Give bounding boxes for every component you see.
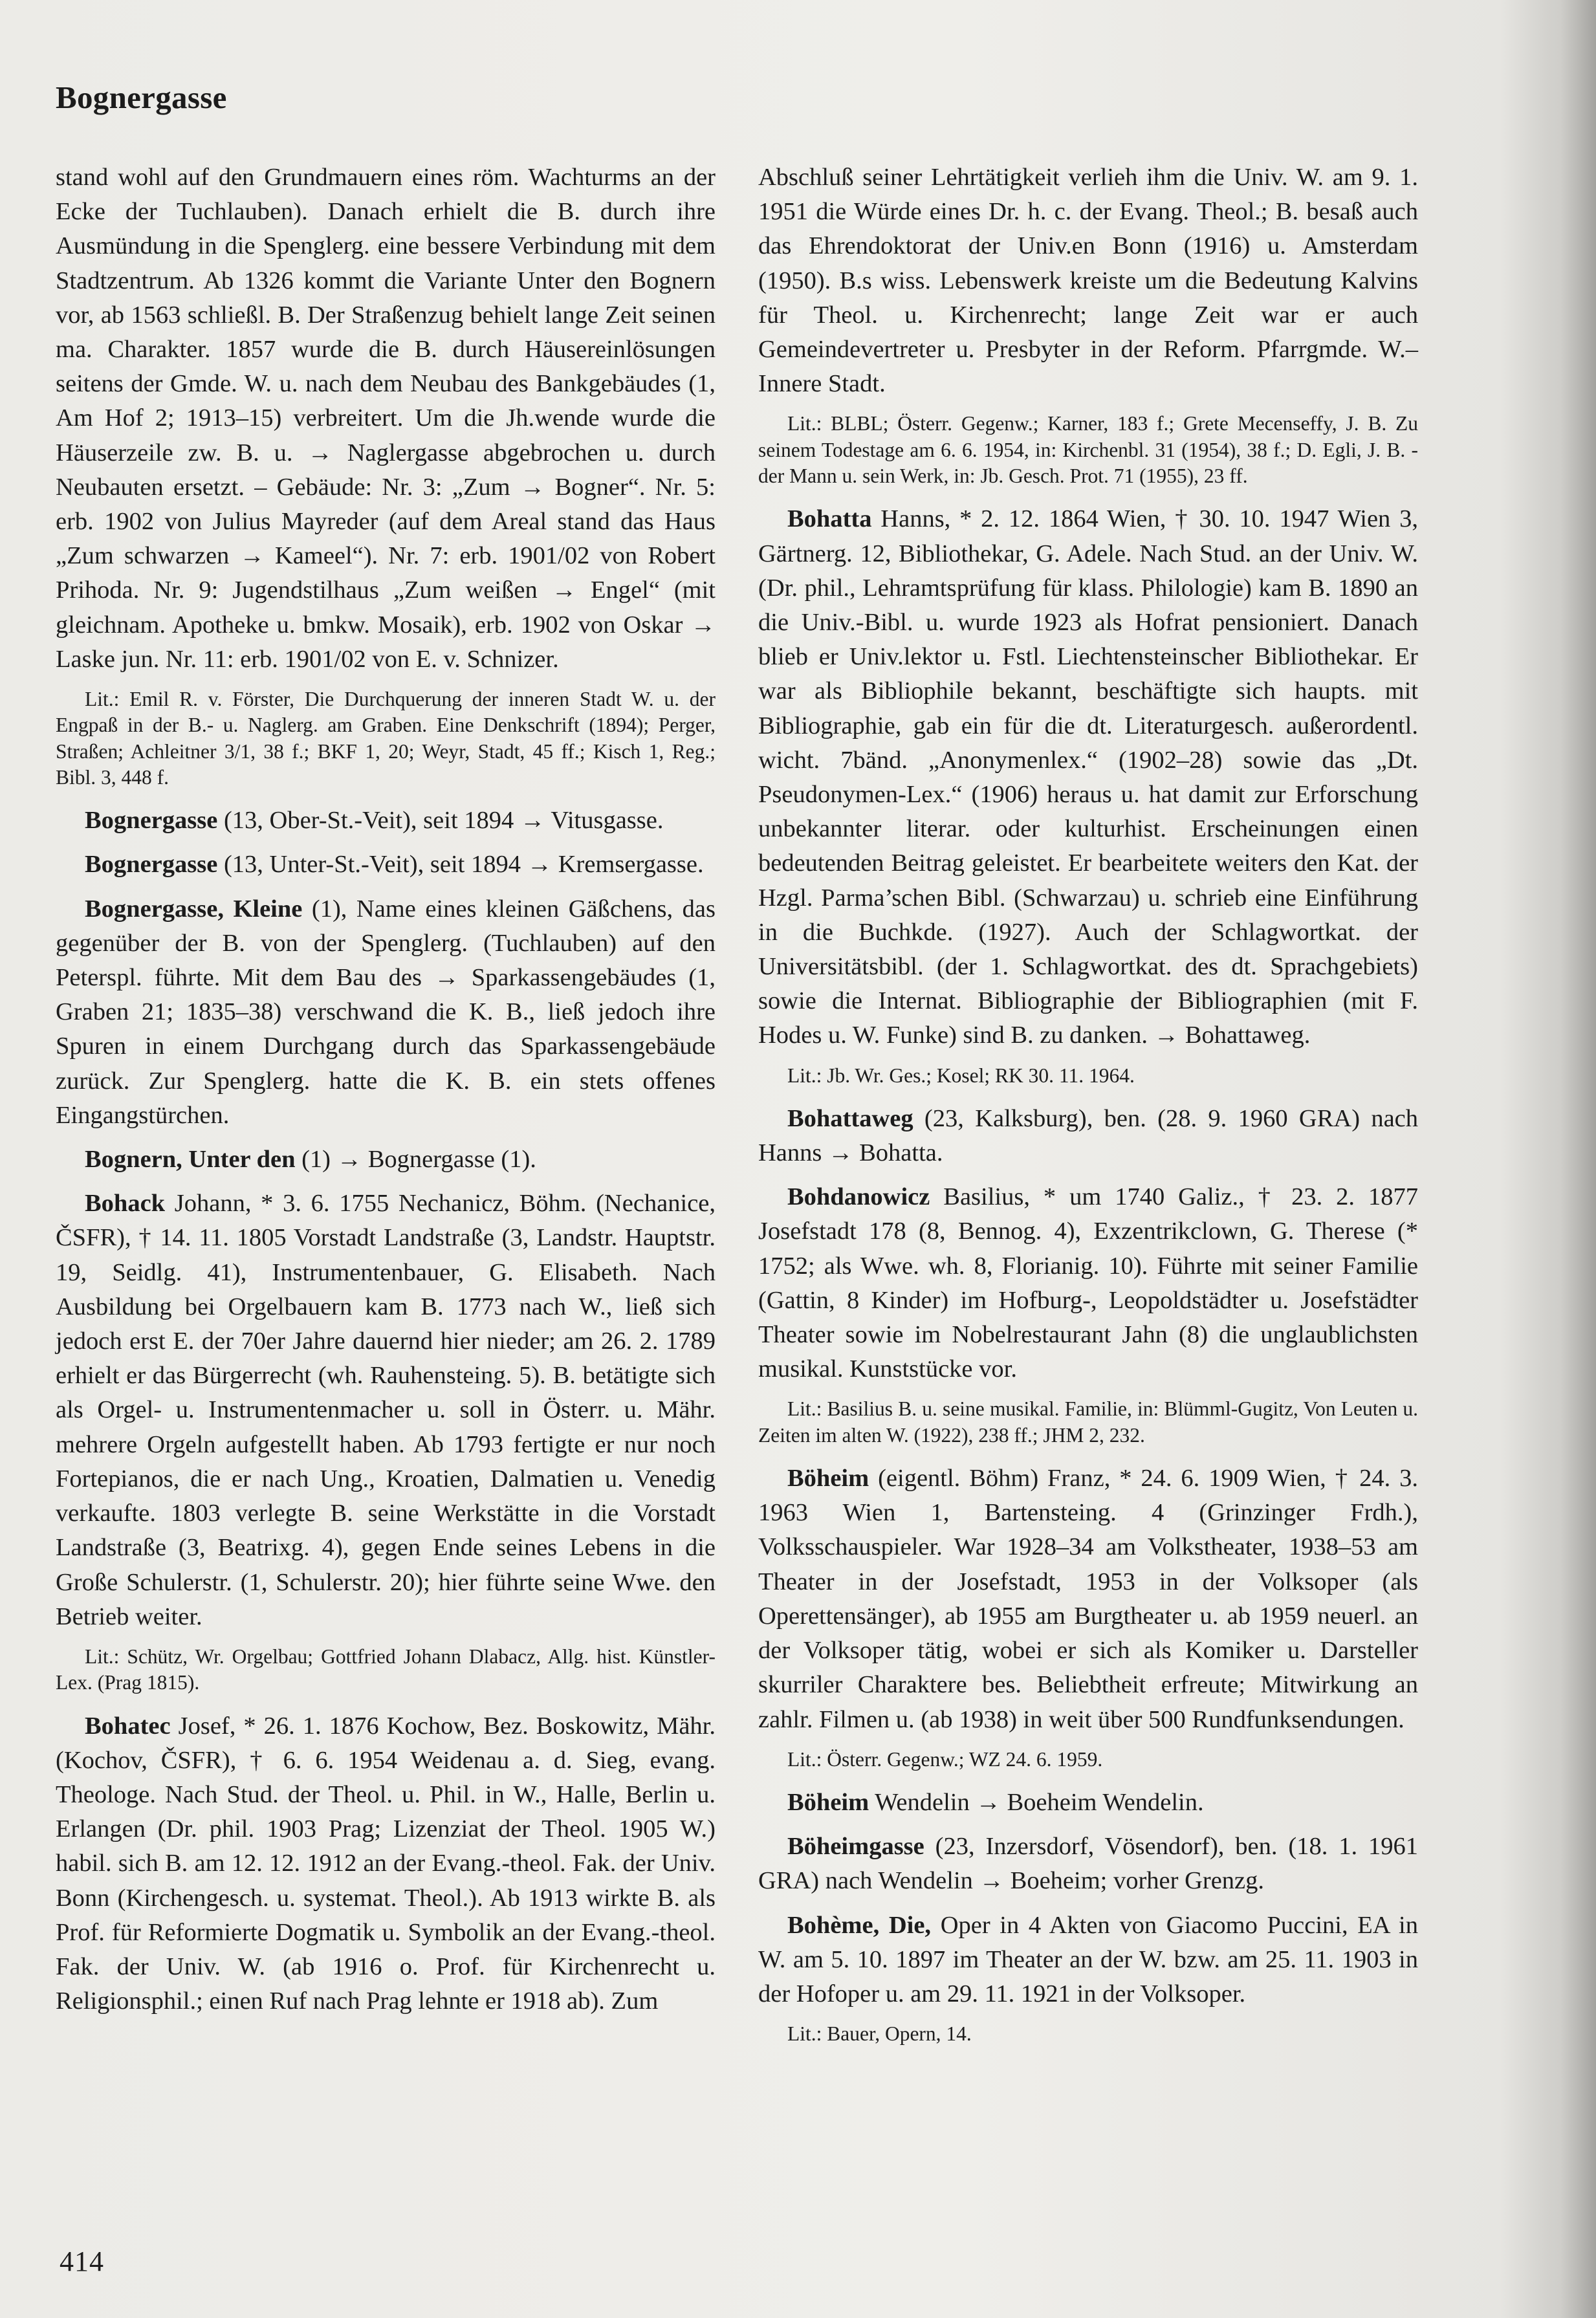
entry-headword: Bognern, Unter den (85, 1146, 296, 1174)
entry-body: Hanns, * 2. 12. 1864 Wien, † 30. 10. 1947 Wien 3, Gärtnerg. 12, Bibliothekar, G. Adele. Nach Stud. an der Univ. W. (Dr. phil., Lehramtsprüfung für klass. Philologie) kam B. 1890 an die Univ.-Bibl. u. wurde 1923 als Hofrat pensioniert. Danach blieb er Univ.lektor u. Fstl. Liechtensteinscher Bibliothekar. Er war als Bibliophile bekannt, beschäftigte sich haupts. mit Bibliographie, gab ein für die dt. Literaturgesch. außerordentl. wicht. 7bänd. „Anonymenlex.“ (1902–28) sowie das „Dt. Pseudonymen-Lex.“ (1906) heraus u. hat damit zur Erforschung unbekannter literar. oder kulturhist. Erscheinungen einen bedeutenden Beitrag geleistet. Er bearbeitete weiters den Kat. der Hzgl. Parma’schen Bibl. (Schwarzau) u. schrieb eine Einführung in die Buchkde. (1927). Auch der Schlagwortkat. der Universitätsbibl. (der 1. Schlagwortkat. des dt. Sprachgebiets) sowie die Internat. Bibliographie der Bibliographien (mit F. Hodes u. W. Funke) sind B. zu danken. → Bohattaweg. (758, 505, 1418, 1049)
literature-text: Lit.: Österr. Gegenw.; WZ 24. 6. 1959. (787, 1747, 1103, 1771)
dictionary-entry (56, 1143, 716, 1177)
dictionary-entry (758, 1786, 1418, 1820)
entry-headword: Bognergasse (85, 807, 218, 835)
entry-headword: Böheim (787, 1789, 869, 1816)
entry-body: Abschluß seiner Lehrtätigkeit verlieh ihm die Univ. W. am 9. 1. 1951 die Würde eines Dr. h. c. der Evang. Theol.; B. besaß auch das Ehrendoktorat der Univ.en Bonn (1916) u. Amsterdam (1950). B.s wiss. Lebenswerk kreiste um die Bedeutung Kalvins für Theol. u. Kirchenrecht; lange Zeit war er auch Gemeindevertreter u. Presbyter in der Reform. Pfarrgmde. W.–Innere Stadt. (758, 164, 1418, 398)
entry-headword: Böheimgasse (787, 1833, 924, 1861)
entry-continuation (758, 160, 1418, 401)
dictionary-entry (56, 847, 716, 882)
literature-note (758, 1396, 1418, 1449)
literature-text: Lit.: Emil R. v. Förster, Die Durchquerung der inneren Stadt W. u. der Engpaß in der B.- u. Naglerg. am Graben. Eine Denkschrift (1894); Perger, Straßen; Achleitner 3/1, 38 f.; BKF 1, 20; Weyr, Stadt, 45 ff.; Kisch 1, Reg.; Bibl. 3, 448 f. (56, 688, 716, 789)
entry-body: Josef, * 26. 1. 1876 Kochow, Bez. Boskowitz, Mähr. (Kochov, ČSFR), † 6. 6. 1954 Weidenau a. d. Sieg, evang. Theologe. Nach Stud. der Theol. u. Phil. in W., Halle, Berlin u. Erlangen (Dr. phil. 1903 Prag; Lizenziat der Theol. 1905 W.) habil. sich B. am 12. 12. 1912 an der Evang.-theol. Fak. der Univ. Bonn (Kirchengesch. u. systemat. Theol.). Ab 1913 wirkte B. als Prof. für Reformierte Dogmatik u. Symbolik an der Evang.-theol. Fak. der Univ. W. (ab 1916 o. Prof. für Kirchenrecht u. Religionsphil.; einen Ruf nach Prag lehnte er 1918 ab). Zum (56, 1712, 716, 2015)
literature-note (758, 2021, 1418, 2047)
dictionary-entry (758, 1830, 1418, 1898)
entry-body: (13, Ober-St.-Veit), seit 1894 → Vitusgasse. (217, 807, 664, 835)
entry-body: Oper in 4 Akten von Giacomo Puccini, EA in W. am 5. 10. 1897 im Theater an der W. bzw. am 25. 11. 1903 in der Hofoper u. am 29. 11. 1921 in der Volksoper. (758, 1911, 1418, 2008)
literature-note (56, 686, 716, 791)
entry-headword: Bohatec (85, 1712, 171, 1740)
entry-body: (23, Inzersdorf, Vösendorf), ben. (18. 1. 1961 GRA) nach Wendelin → Boeheim; vorher Grenzg. (758, 1833, 1418, 1895)
entry-body: stand wohl auf den Grundmauern eines röm. Wachturms an der Ecke der Tuchlauben). Danach erhielt die B. durch ihre Ausmündung in die Spenglerg. eine bessere Verbindung mit dem Stadtzentrum. Ab 1326 kommt die Variante Unter den Bognern vor, ab 1563 schließl. B. Der Straßenzug behielt lange Zeit seinen ma. Charakter. 1857 wurde die B. durch Häusereinlösungen seitens der Gmde. W. u. nach dem Neubau des Bankgebäudes (1, Am Hof 2; 1913–15) verbreitert. Um die Jh.wende wurde die Häuserzeile zw. B. u. → Naglergasse abgebrochen u. durch Neubauten ersetzt. – Gebäude: Nr. 3: „Zum → Bogner“. Nr. 5: erb. 1902 von Julius Mayreder (auf dem Areal stand das Haus „Zum schwarzen → Kameel“). Nr. 7: erb. 1901/02 von Robert Prihoda. Nr. 9: Jugendstilhaus „Zum weißen → Engel“ (mit gleichnam. Apotheke u. bmkw. Mosaik), erb. 1902 von Oskar → Laske jun. Nr. 11: erb. 1901/02 von E. v. Schnizer. (56, 164, 716, 673)
entry-body: (13, Unter-St.-Veit), seit 1894 → Kremsergasse. (217, 851, 704, 879)
right-column (758, 160, 1418, 2061)
running-header: Bognergasse (56, 80, 227, 115)
dictionary-entry (758, 1102, 1418, 1170)
dictionary-entry (758, 502, 1418, 1053)
page-edge-shadow (1560, 0, 1596, 2318)
entry-headword: Böheim (787, 1465, 869, 1492)
entry-body: (eigentl. Böhm) Franz, * 24. 6. 1909 Wien, † 24. 3. 1963 Wien 1, Bartensteing. 4 (Grinzinger Frdh.), Volksschauspieler. War 1928–34 am Volkstheater, 1938–53 am Theater in der Josefstadt, 1953 in der Volksoper (als Operettensänger), ab 1955 am Burgtheater u. ab 1959 neuerl. an der Volksoper tätig, wobei er sich als Komiker u. Darsteller skurriler Charaktere bes. Beliebtheit erfreute; Mitwirkung an zahlr. Filmen u. (ab 1938) in weit über 500 Rundfunksendungen. (758, 1465, 1418, 1733)
literature-text: Lit.: Basilius B. u. seine musikal. Familie, in: Blümml-Gugitz, Von Leuten u. Zeiten im alten W. (1922), 238 ff.; JHM 2, 232. (758, 1397, 1418, 1447)
entry-body: Basilius, * um 1740 Galiz., † 23. 2. 1877 Josefstadt 178 (8, Bennog. 4), Exzentrikclown, G. Therese (* 1752; als Wwe. wh. 8, Florianig. 10). Führte mit seiner Familie (Gattin, 8 Kinder) im Hofburg-, Leopoldstädter u. Josefstädter Theater sowie im Nobelrestaurant Jahn (8) die unglaublichsten musikal. Kunststücke vor. (758, 1183, 1418, 1383)
literature-text: Lit.: BLBL; Österr. Gegenw.; Karner, 183 f.; Grete Mecenseffy, J. B. Zu seinem Todestage am 6. 6. 1954, in: Kirchenbl. 31 (1954), 38 f.; D. Egli, J. B. - der Mann u. sein Werk, in: Jb. Gesch. Prot. 71 (1955), 23 ff. (758, 412, 1418, 488)
entry-body: (1), Name eines kleinen Gäßchens, das gegenüber der B. von der Spenglerg. (Tuchlauben) auf den Peterspl. führte. Mit dem Bau des → Sparkassengebäudes (1, Graben 21; 1835–38) verschwand die K. B., ließ jedoch ihre Spuren in einem Durchgang durch das Sparkassengebäude zurück. Zur Spenglerg. hatte die K. B. ein stets offenes Eingangstürchen. (56, 895, 716, 1129)
literature-note (758, 411, 1418, 489)
entry-body: Wendelin → Boeheim Wendelin. (869, 1789, 1204, 1816)
entry-headword: Bohattaweg (787, 1104, 913, 1132)
literature-note (758, 1063, 1418, 1089)
entry-headword: Bohack (85, 1190, 166, 1218)
entry-headword: Bognergasse (85, 851, 218, 879)
dictionary-entry (758, 1461, 1418, 1737)
page-number: 414 (60, 2246, 104, 2277)
dictionary-entry (56, 804, 716, 838)
dictionary-entry (56, 892, 716, 1133)
literature-text: Lit.: Bauer, Opern, 14. (787, 2022, 972, 2046)
literature-note (758, 1747, 1418, 1773)
entry-headword: Bohème, Die, (787, 1911, 932, 1939)
literature-text: Lit.: Schütz, Wr. Orgelbau; Gottfried Johann Dlabacz, Allg. hist. Künstler-Lex. (Prag 1815). (56, 1645, 716, 1694)
literature-note (56, 1644, 716, 1696)
left-column (56, 160, 716, 2028)
entry-headword: Bohdanowicz (787, 1183, 930, 1211)
entry-continuation (56, 160, 716, 677)
entry-body: Johann, * 3. 6. 1755 Nechanicz, Böhm. (Nechanice, ČSFR), † 14. 11. 1805 Vorstadt Landstraße (3, Landstr. Hauptstr. 19, Seidlg. 41), Instrumentenbauer, G. Elisabeth. Nach Ausbildung bei Orgelbauern kam B. 1773 nach W., ließ sich jedoch erst E. der 70er Jahre dauernd hier nieder; am 26. 2. 1789 erhielt er das Bürgerrecht (wh. Rauhensteing. 5). B. betätigte sich als Orgel- u. Instrumentenmacher u. soll in Österr. u. Mähr. mehrere Orgeln aufgestellt haben. Ab 1793 fertigte er nur noch Fortepianos, die er nach Ung., Kroatien, Dalmatien u. Venedig verkaufte. 1803 verlegte B. seine Werkstätte in die Vorstadt Landstraße (3, Beatrixg. 4), gegen Ende seines Lebens in die Große Schulerstr. (1, Schulerstr. 20); hier führte seine Wwe. den Betrieb weiter. (56, 1190, 716, 1630)
literature-text: Lit.: Jb. Wr. Ges.; Kosel; RK 30. 11. 1964. (787, 1064, 1135, 1087)
dictionary-entry (758, 1180, 1418, 1386)
entry-headword: Bohatta (787, 505, 872, 533)
dictionary-entry (758, 1908, 1418, 2012)
entry-headword: Bognergasse, Kleine (85, 895, 303, 923)
dictionary-entry (56, 1709, 716, 2019)
entry-body: (1) → Bognergasse (1). (295, 1146, 536, 1174)
dictionary-entry (56, 1186, 716, 1634)
entry-body: (23, Kalksburg), ben. (28. 9. 1960 GRA) nach Hanns → Bohatta. (758, 1104, 1418, 1167)
